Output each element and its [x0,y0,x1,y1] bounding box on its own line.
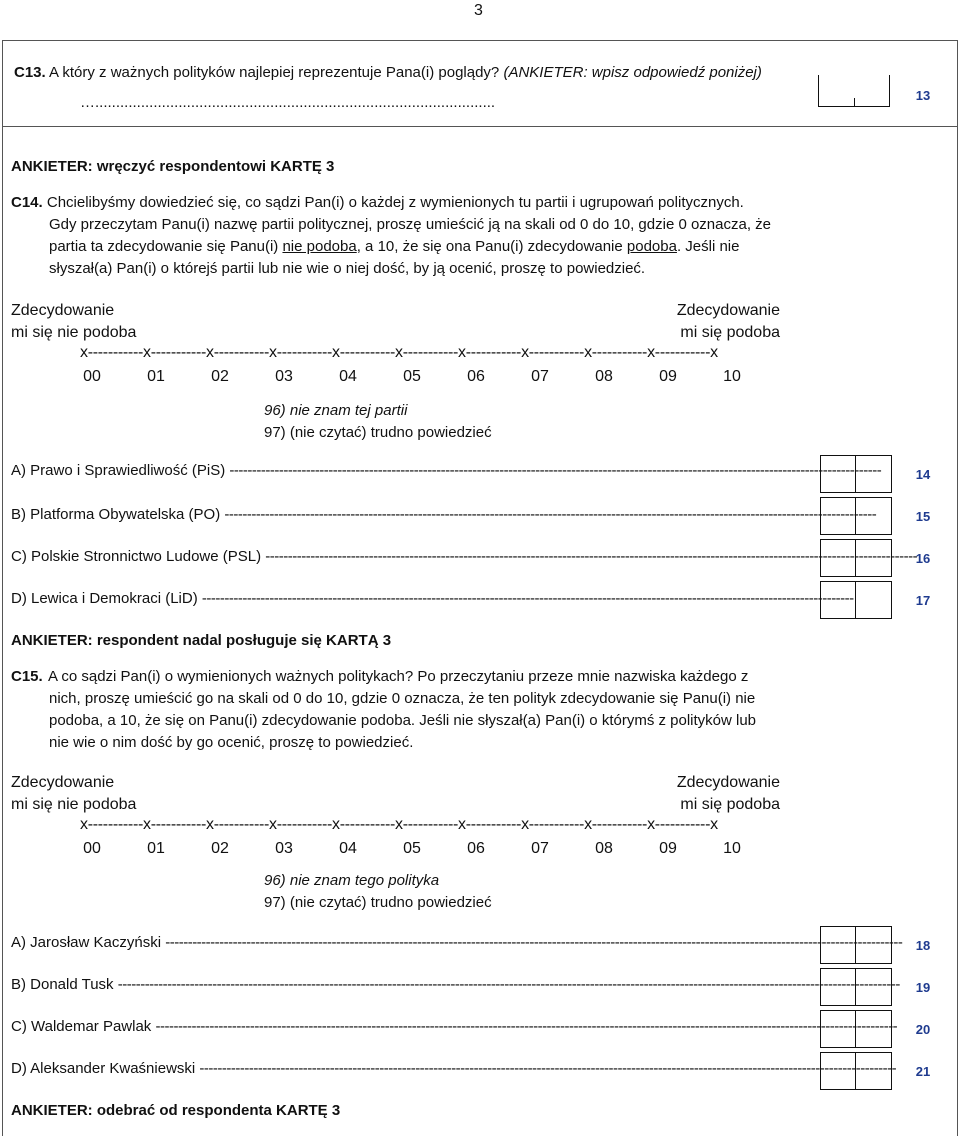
c15-scale-value: 02 [211,840,229,857]
c13-label: C13. [14,64,46,81]
c14-scale-value: 00 [83,368,101,385]
c14-scale-right-1: Zdecydowanie [676,302,780,319]
c15-scale-left-label [11,772,136,816]
c15-scale-right-1: Zdecydowanie [676,774,780,791]
c15-item-c-answer-box[interactable] [820,1010,892,1048]
c14-intro [11,194,744,211]
c13-question-text: A który z ważnych polityków najlepiej reprezentuje Pana(i) poglądy? [49,64,500,81]
c14-item-d-code: 17 [915,593,931,608]
c14-scale-value: 07 [531,368,549,385]
c15-scale-left-1: Zdecydowanie [11,774,115,791]
c14-scale-value: 02 [211,368,229,385]
c15-item-b: B) Donald Tusk ------------------------------------------------------------------------------------------------------------------------------------------------------------------------------ [11,976,900,993]
c14-scale-left-1: Zdecydowanie [11,302,115,319]
c15-scale-right-label [677,772,780,816]
left-rule [2,40,3,1136]
c15-option-96: 96) nie znam tego polityka [264,872,440,889]
c14-text-a: Gdy przeczytam Panu(i) nazwę partii politycznej, proszę umieścić ją na skali od 0 do 10, gdzie 0 oznacza, że partia ta zdecydowanie się Panu(i) [49,216,772,255]
c15-item-a-code: 18 [915,938,931,953]
c14-option-96: 96) nie znam tej partii [264,402,408,419]
c14-scale-right-label [677,300,780,344]
c15-scale-right-2: mi się podoba [680,796,780,813]
c13-bottom-rule [2,126,958,127]
c15-interviewer-note: ANKIETER: respondent nadal posługuje się KARTĄ 3 [11,632,392,649]
c15-option-97: 97) (nie czytać) trudno powiedzieć [264,894,492,911]
c15-scale-value: 09 [659,840,677,857]
c14-item-b: B) Platforma Obywatelska (PO) ------------------------------------------------------------------------------------------------------------------------------------------------- [11,506,877,523]
c14-option-97: 97) (nie czytać) trudno powiedzieć [264,424,492,441]
c15-scale-value: 00 [83,840,101,857]
c14-text-podoba: podoba [626,238,677,255]
c13-instruction: (ANKIETER: wpisz odpowiedź poniżej) [503,64,762,81]
c14-scale-right-2: mi się podoba [680,324,780,341]
c14-text-nie-podoba: nie podoba [282,238,357,255]
c14-scale-left-2: mi się nie podoba [11,324,137,341]
c15-text-body: A co sądzi Pan(i) o wymienionych ważnych politykach? Po przeczytaniu przeze mnie nazwiska każdego z nich, proszę umieścić go na skali od 0 do 10, gdzie 0 oznacza, że ten polityk zdecydowanie się Panu(i) nie podoba, a 10, że się on Panu(i) zdecydowanie podoba. Jeśli nie słyszał(a) Pan(i) o którymś z polityków lub nie wie o nim dość by go ocenić, proszę to powiedzieć. [48,668,757,751]
c14-item-a-answer-box[interactable] [820,455,892,493]
c15-item-d-answer-box[interactable] [820,1052,892,1090]
c14-intro-text: Chcielibyśmy dowiedzieć się, co sądzi Pan(i) o każdej z wymienionych tu partii i ugrupowań politycznych. [46,194,744,211]
c15-scale-line: x-----------x-----------x-----------x-----------x-----------x-----------x-----------x-----------x-----------x-----------x [80,816,718,833]
c14-item-d: D) Lewica i Demokraci (LiD) ------------------------------------------------------------------------------------------------------------------------------------------------- [11,590,854,607]
page-number: 3 [474,2,483,19]
c14-scale-value: 09 [659,368,677,385]
c13-answer-line[interactable]: …................................................................................................ [80,94,496,111]
c14-item-a: A) Prawo i Sprawiedliwość (PiS) ------------------------------------------------------------------------------------------------------------------------------------------------- [11,462,882,479]
c14-scale-line: x-----------x-----------x-----------x-----------x-----------x-----------x-----------x-----------x-----------x-----------x [80,344,718,361]
c14-scale-value: 01 [147,368,165,385]
c14-item-c-answer-box[interactable] [820,539,892,577]
c14-item-c: C) Polskie Stronnictwo Ludowe (PSL) ------------------------------------------------------------------------------------------------------------------------------------------------- [11,548,918,565]
c14-item-c-code: 16 [915,551,931,566]
c15-item-d-code: 21 [915,1064,931,1079]
c14-item-b-answer-box[interactable] [820,497,892,535]
c15-scale-value: 05 [403,840,421,857]
c14-instructions [49,214,789,280]
c14-item-b-code: 15 [915,509,931,524]
c13-code: 13 [915,88,931,103]
c15-item-c-code: 20 [915,1022,931,1037]
c14-text-c: . Jeśli nie słyszał(a) Pan(i) o którejś partii lub nie wie o niej dość, by ją ocenić, proszę to powiedzieć. [49,238,740,277]
c15-scale-value: 06 [467,840,485,857]
c15-scale-value: 07 [531,840,549,857]
c13-code-box-divider [854,98,855,106]
c14-scale-value: 08 [595,368,613,385]
c14-item-a-code: 14 [915,467,931,482]
c15-scale-value: 03 [275,840,293,857]
c14-scale-value: 04 [339,368,357,385]
c15-scale-value: 10 [723,840,741,857]
c14-scale-value: 05 [403,368,421,385]
c15-scale-left-2: mi się nie podoba [11,796,137,813]
c14-scale-value: 03 [275,368,293,385]
c15-closing-note: ANKIETER: odebrać od respondenta KARTĘ 3 [11,1102,341,1119]
c14-item-d-answer-box[interactable] [820,581,892,619]
c14-scale-left-label [11,300,136,344]
c15-scale-value: 01 [147,840,165,857]
c15-scale-value: 04 [339,840,357,857]
c14-interviewer-note: ANKIETER: wręczyć respondentowi KARTĘ 3 [11,158,335,175]
c15-item-b-code: 19 [915,980,931,995]
c14-scale-value: 06 [467,368,485,385]
c15-item-a: A) Jarosław Kaczyński -------------------------------------------------------------------------------------------------------------------------------------------------------------------- [11,934,903,951]
c14-label: C14. [11,194,43,211]
right-rule [957,40,958,1136]
c13-code-box[interactable] [818,75,890,107]
c14-text-b: , a 10, że się ona Panu(i) zdecydowanie [356,238,627,255]
c14-scale-value: 10 [723,368,741,385]
c15-item-d: D) Aleksander Kwaśniewski ----------------------------------------------------------------------------------------------------------------------------------------------------------- [11,1060,897,1077]
c15-scale-value: 08 [595,840,613,857]
c13-question [14,64,762,81]
c15-item-a-answer-box[interactable] [820,926,892,964]
c15-text [49,666,779,754]
top-rule [2,40,958,41]
c15-item-c: C) Waldemar Pawlak --------------------------------------------------------------------------------------------------------------------------------------------------------------------- [11,1018,898,1035]
c15-item-b-answer-box[interactable] [820,968,892,1006]
c15-label: C15. [11,668,43,685]
